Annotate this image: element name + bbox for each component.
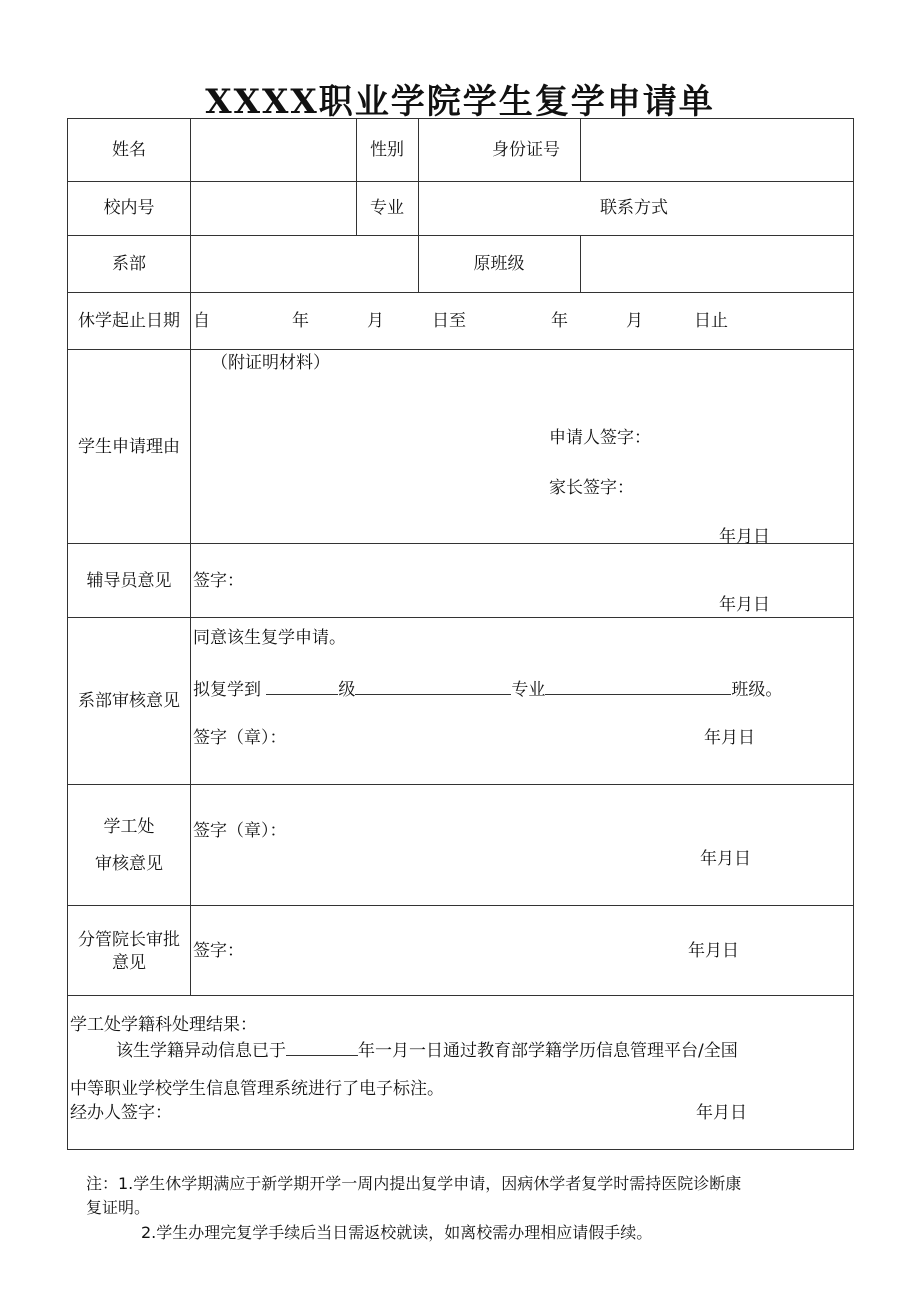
contact-label: 联系方式 bbox=[600, 198, 668, 218]
applicant-signature: 申请人签字： bbox=[549, 428, 651, 448]
reason-date: 年月日 bbox=[719, 527, 770, 547]
counselor-signature: 签字： bbox=[193, 571, 244, 591]
plan-class: 班级。 bbox=[731, 680, 783, 700]
vice-president-label-1: 分管院长审批 bbox=[78, 930, 180, 950]
student-affairs-signature: 签字（章）： bbox=[193, 821, 287, 841]
note-1-line-2: 复证明。 bbox=[86, 1198, 151, 1217]
reason-label: 学生申请理由 bbox=[78, 437, 180, 457]
result-year-blank[interactable] bbox=[286, 1041, 358, 1056]
result-line-1-suffix: 年一月一日通过教育部学籍学历信息管理平台/全国 bbox=[358, 1041, 738, 1061]
attach-proof-note: （附证明材料） bbox=[211, 353, 330, 373]
application-form bbox=[67, 118, 854, 1150]
result-line-1-prefix: 该生学籍异动信息已于 bbox=[116, 1041, 286, 1061]
plan-level: 级 bbox=[338, 680, 356, 700]
end-month: 月 bbox=[626, 311, 643, 331]
class-blank[interactable] bbox=[545, 680, 731, 695]
handler-signature: 经办人签字： bbox=[70, 1103, 172, 1123]
name-label: 姓名 bbox=[112, 140, 146, 160]
student-affairs-label-2: 审核意见 bbox=[95, 854, 163, 874]
result-date: 年月日 bbox=[696, 1103, 747, 1123]
counselor-label: 辅导员意见 bbox=[86, 571, 172, 591]
result-heading: 学工处学籍科处理结果： bbox=[70, 1015, 257, 1035]
gender-label: 性别 bbox=[370, 140, 404, 160]
student-affairs-date: 年月日 bbox=[700, 849, 751, 869]
start-month: 月 bbox=[367, 311, 384, 331]
end-year: 年 bbox=[551, 311, 568, 331]
suspension-dates-label: 休学起止日期 bbox=[78, 311, 180, 331]
start-year: 年 bbox=[292, 311, 309, 331]
major-blank[interactable] bbox=[355, 680, 511, 695]
resume-plan bbox=[193, 680, 782, 699]
department-date: 年月日 bbox=[704, 728, 755, 748]
result-line-1 bbox=[116, 1041, 738, 1060]
plan-prefix: 拟复学到 bbox=[193, 680, 261, 700]
page-title: XXXX职业学院学生复学申请单 bbox=[205, 82, 715, 122]
student-no-label: 校内号 bbox=[103, 198, 155, 218]
major-label: 专业 bbox=[370, 198, 404, 218]
agree-statement: 同意该生复学申请。 bbox=[193, 628, 346, 648]
parent-signature: 家长签字： bbox=[549, 478, 634, 498]
level-blank[interactable] bbox=[266, 680, 338, 695]
start-day-to: 日至 bbox=[432, 311, 466, 331]
counselor-date: 年月日 bbox=[719, 595, 770, 615]
vice-president-signature: 签字： bbox=[193, 941, 244, 961]
department-label: 系部 bbox=[112, 254, 146, 274]
vice-president-date: 年月日 bbox=[688, 941, 739, 961]
department-review-label: 系部审核意见 bbox=[78, 691, 180, 711]
student-affairs-label-1: 学工处 bbox=[103, 817, 155, 837]
end-day: 日止 bbox=[694, 311, 728, 331]
date-from: 自 bbox=[193, 311, 210, 331]
department-signature: 签字（章）： bbox=[193, 728, 287, 748]
note-2: 2.学生办理完复学手续后当日需返校就读，如离校需办理相应请假手续。 bbox=[141, 1223, 653, 1242]
original-class-label: 原班级 bbox=[473, 254, 525, 274]
plan-major: 专业 bbox=[511, 680, 546, 700]
note-1-line-1: 注：1.学生休学期满应于新学期开学一周内提出复学申请，因病休学者复学时需持医院诊断康 bbox=[86, 1174, 742, 1193]
id-number-label: 身份证号 bbox=[492, 140, 560, 160]
result-line-2: 中等职业学校学生信息管理系统进行了电子标注。 bbox=[70, 1079, 444, 1099]
vice-president-label-2: 意见 bbox=[112, 953, 146, 973]
